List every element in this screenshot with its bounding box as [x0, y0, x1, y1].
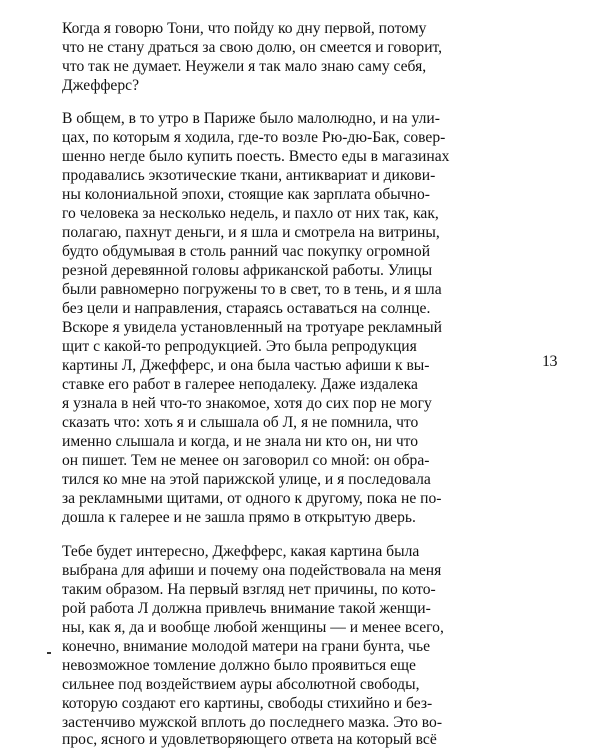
text-line: Джефферс?: [62, 77, 139, 94]
text-line: были равномерно погружены то в свет, то в тень, и я шла: [62, 281, 442, 298]
text-line: прос, ясного и удовлетворяющего ответа на который всё: [62, 731, 437, 748]
text-line: я узнала в ней что-то знакомое, хотя до сих пор не могу: [62, 395, 432, 412]
text-line: ставке его работ в галерее неподалеку. Даже издалека: [62, 376, 418, 393]
text-line: ны колониальной эпохи, стоящие как зарплата обычно-: [62, 186, 430, 203]
text-line: резной деревянной головы африканской работы. Улицы: [62, 262, 433, 279]
text-line: щит с какой-то репродукцией. Это была репродукция: [62, 338, 417, 355]
text-line: го человека за несколько недель, и пахло от них так, как,: [62, 205, 439, 222]
text-line: шенно негде было купить поесть. Вместо еды в магазинах: [62, 148, 450, 165]
text-line: выбрана для афиши и почему она подействовала на меня: [62, 562, 442, 579]
text-line: продавались экзотические ткани, антиквариат и дикови-: [62, 167, 436, 184]
text-line: сильнее под воздействием ауры абсолютной свободы,: [62, 676, 420, 693]
text-line: таким образом. На первый взгляд нет причины, по кото-: [62, 581, 436, 598]
text-line: Тебе будет интересно, Джефферс, какая картина была: [62, 543, 420, 560]
text-line: застенчиво мужской вплоть до последнего мазка. Это во-: [62, 714, 443, 731]
text-line: Вскоре я увидела установленный на тротуаре рекламный: [62, 319, 442, 336]
text-line: дошла к галерее и не зашла прямо в открытую дверь.: [62, 509, 416, 526]
text-line: за рекламными щитами, от одного к другому, пока не по-: [62, 490, 442, 507]
text-line: ны, как я, да и вообще любой женщины — и менее всего,: [62, 619, 444, 636]
text-line: полагаю, пахнут деньги, и я шла и смотрела на витрины,: [62, 224, 440, 241]
text-line: что не стану драться за свою долю, он смеется и говорит,: [62, 39, 443, 56]
text-line: будто обдумывая в столь ранний час покупку огромной: [62, 243, 431, 260]
text-line: В общем, в то утро в Париже было малолюдно, и на ули-: [62, 110, 440, 127]
page-number: 13: [542, 353, 557, 370]
text-line: невозможное томление должно было проявиться еще: [62, 657, 416, 674]
scan-speck: [47, 652, 51, 654]
text-line: сказать что: хоть я и слышала об Л, я не помнила, что: [62, 414, 419, 431]
text-line: что так не думает. Неужели я так мало знаю саму себя,: [62, 58, 427, 75]
text-line: конечно, внимание молодой матери на грани бунта, чье: [62, 638, 431, 655]
text-line: картины Л, Джефферс, и она была частью афиши к вы-: [62, 357, 430, 374]
text-line: рой работа Л должна привлечь внимание такой женщи-: [62, 600, 431, 617]
text-line: без цели и направления, стараясь оставаться на солнце.: [62, 300, 431, 317]
text-line: тился ко мне на этой парижской улице, и я последовала: [62, 471, 431, 488]
text-line: он пишет. Тем не менее он заговорил со мной: он обра-: [62, 452, 430, 469]
text-line: именно слышала и когда, и не знала ни кто он, ни что: [62, 433, 419, 450]
text-line: Когда я говорю Тони, что пойду ко дну первой, потому: [62, 20, 427, 37]
text-line: которую создают его картины, свободы стихийно и без-: [62, 695, 433, 712]
text-line: цах, по которым я ходила, где-то возле Рю-дю-Бак, совер-: [62, 129, 446, 146]
